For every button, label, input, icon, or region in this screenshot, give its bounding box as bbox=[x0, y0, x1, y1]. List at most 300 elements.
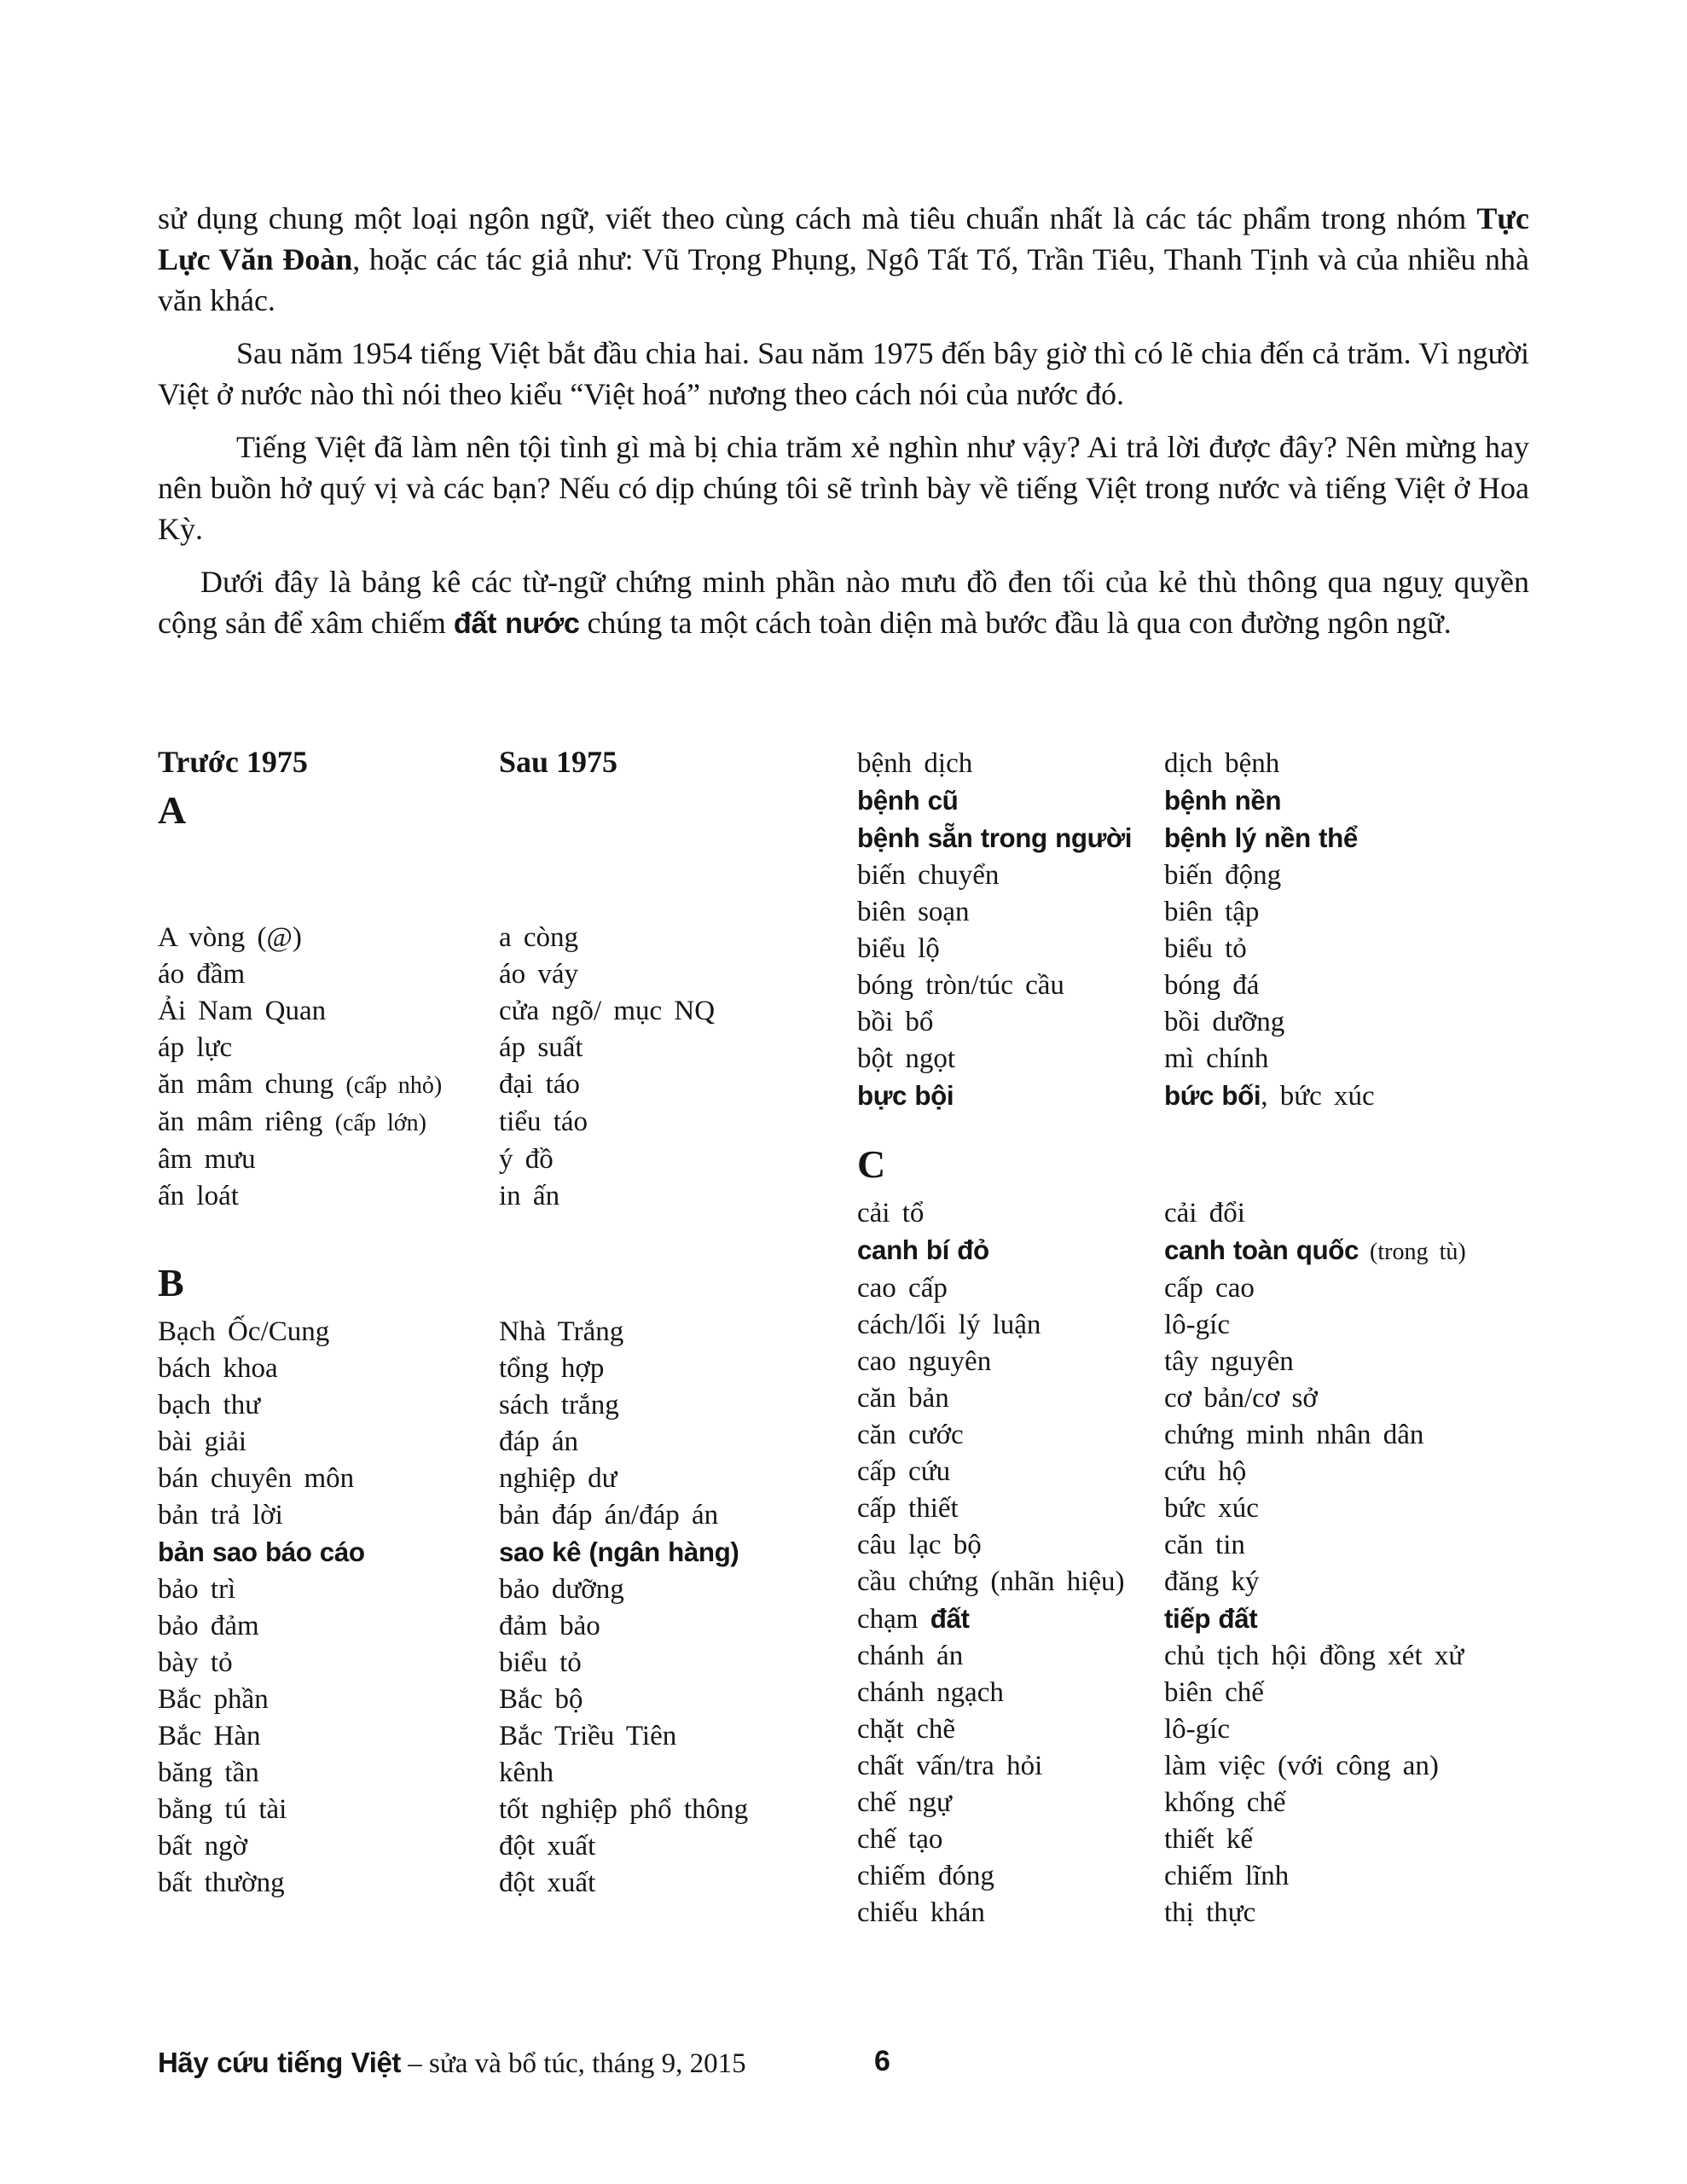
term-after-1975 bbox=[499, 1314, 623, 1350]
text-segment: cách/lối lý luận bbox=[857, 1310, 1041, 1340]
highlighted-term-segment: bệnh cũ bbox=[857, 786, 959, 816]
term-before-1975 bbox=[158, 1718, 499, 1755]
column-headers bbox=[158, 741, 857, 783]
glossary-row bbox=[857, 1454, 1591, 1490]
term-before-1975 bbox=[158, 1178, 499, 1215]
term-after-1975 bbox=[499, 1682, 583, 1718]
term-after-1975 bbox=[1164, 746, 1279, 782]
term-after-1975 bbox=[499, 1104, 588, 1141]
glossary-row bbox=[857, 1417, 1591, 1454]
text-segment: chủ tịch hội đồng xét xử bbox=[1164, 1641, 1464, 1671]
glossary-row bbox=[857, 782, 1591, 820]
term-after-1975 bbox=[1164, 1600, 1257, 1638]
text-segment: tốt nghiệp phổ thông bbox=[499, 1794, 749, 1825]
glossary-row bbox=[857, 1600, 1591, 1638]
term-after-1975 bbox=[1164, 1638, 1464, 1675]
term-before-1975 bbox=[857, 967, 1164, 1004]
section-a-rows bbox=[158, 920, 857, 1215]
text-segment: Bắc Triều Tiên bbox=[499, 1721, 677, 1751]
glossary-row bbox=[857, 1527, 1591, 1564]
term-before-1975 bbox=[857, 1380, 1164, 1417]
text-segment: bách khoa bbox=[158, 1353, 278, 1384]
text-segment: kênh bbox=[499, 1757, 554, 1788]
text-segment: căn cước bbox=[857, 1420, 964, 1450]
highlighted-term-segment: canh toàn quốc bbox=[1164, 1235, 1359, 1265]
term-before-1975 bbox=[857, 1417, 1164, 1454]
glossary-row bbox=[857, 1004, 1591, 1041]
term-before-1975 bbox=[158, 1682, 499, 1718]
text-segment: áp suất bbox=[499, 1032, 583, 1063]
column-header-before-1975: Trước 1975 bbox=[158, 745, 308, 779]
column-header-after-1975: Sau 1975 bbox=[499, 745, 618, 779]
text-segment: Nhà Trắng bbox=[499, 1316, 624, 1347]
highlighted-term-segment: bệnh lý nền thể bbox=[1164, 823, 1358, 853]
term-before-1975 bbox=[857, 782, 1164, 820]
text-segment: ý đồ bbox=[499, 1144, 554, 1175]
term-after-1975 bbox=[499, 993, 715, 1030]
text-segment: bóng đá bbox=[1164, 970, 1260, 1001]
highlighted-term-segment: đất bbox=[930, 1604, 970, 1634]
term-before-1975 bbox=[158, 1865, 499, 1902]
term-before-1975 bbox=[158, 1461, 499, 1497]
intro-paragraphs bbox=[158, 198, 1529, 656]
text-segment: chánh án bbox=[857, 1641, 964, 1671]
glossary-left-column bbox=[158, 741, 857, 1931]
term-after-1975 bbox=[1164, 782, 1281, 820]
glossary-row bbox=[857, 1675, 1591, 1711]
highlighted-term-segment: bức bối bbox=[1164, 1081, 1261, 1111]
glossary-row bbox=[857, 1344, 1591, 1380]
term-after-1975 bbox=[1164, 1748, 1439, 1785]
term-before-1975 bbox=[158, 1030, 499, 1066]
glossary-row bbox=[158, 1534, 857, 1571]
text-segment: bán chuyên môn bbox=[158, 1463, 355, 1494]
text-segment: chúng ta một cách toàn diện mà bước đầu là qua con đường ngôn ngữ. bbox=[579, 606, 1452, 640]
term-after-1975 bbox=[1164, 1195, 1245, 1232]
term-before-1975 bbox=[857, 1077, 1164, 1115]
term-after-1975 bbox=[1164, 1041, 1268, 1077]
term-after-1975 bbox=[1164, 1858, 1289, 1895]
term-before-1975 bbox=[158, 1534, 499, 1571]
text-segment: sử dụng chung một loại ngôn ngữ, viết theo cùng cách mà tiêu chuẩn nhất là các tác phẩm trong nhóm bbox=[158, 201, 1477, 235]
glossary-row bbox=[857, 967, 1591, 1004]
text-segment: bày tỏ bbox=[158, 1647, 233, 1678]
term-before-1975 bbox=[158, 1066, 499, 1104]
highlighted-term-segment: đất nước bbox=[453, 607, 580, 640]
term-before-1975 bbox=[857, 1748, 1164, 1785]
text-segment: căn bản bbox=[857, 1383, 949, 1414]
term-after-1975 bbox=[1164, 1380, 1318, 1417]
term-after-1975 bbox=[499, 920, 578, 956]
glossary-row bbox=[158, 1865, 857, 1902]
text-segment: dịch bệnh bbox=[1164, 748, 1280, 779]
text-segment: Sau năm 1954 tiếng Việt bắt đầu chia hai. Sau năm 1975 đến bây giờ thì có lẽ chia đến cả trăm. Vì người Việt ở nước nào thì nói theo kiểu “Việt hoá” nương theo cách nói của nước đó. bbox=[158, 336, 1529, 411]
term-after-1975 bbox=[499, 1141, 554, 1178]
text-segment: (trong tù) bbox=[1359, 1239, 1466, 1265]
text-segment: biểu tỏ bbox=[499, 1647, 582, 1678]
glossary-row bbox=[857, 1077, 1591, 1115]
text-segment: in ấn bbox=[499, 1181, 560, 1211]
term-after-1975 bbox=[499, 1424, 578, 1461]
glossary-row bbox=[158, 1645, 857, 1682]
glossary-row bbox=[857, 1748, 1591, 1785]
text-segment: a còng bbox=[499, 922, 579, 953]
text-segment: bức xúc bbox=[1164, 1493, 1259, 1524]
term-before-1975 bbox=[857, 1821, 1164, 1858]
text-segment: câu lạc bộ bbox=[857, 1530, 982, 1560]
glossary-row bbox=[857, 1638, 1591, 1675]
text-segment: chiếm lĩnh bbox=[1164, 1861, 1290, 1891]
text-segment: chế ngự bbox=[857, 1787, 952, 1818]
glossary-row bbox=[857, 931, 1591, 967]
term-before-1975 bbox=[857, 1527, 1164, 1564]
text-segment: thị thực bbox=[1164, 1897, 1256, 1928]
text-segment: cửa ngõ/ mục NQ bbox=[499, 996, 716, 1026]
text-segment: biên chế bbox=[1164, 1677, 1264, 1708]
term-before-1975 bbox=[857, 820, 1164, 857]
text-segment: ăn mâm chung bbox=[158, 1069, 346, 1100]
term-before-1975 bbox=[857, 1711, 1164, 1748]
text-segment: bồi dưỡng bbox=[1164, 1007, 1285, 1037]
term-before-1975 bbox=[857, 857, 1164, 894]
text-segment: cải đổi bbox=[1164, 1198, 1245, 1228]
term-before-1975 bbox=[158, 1608, 499, 1645]
text-segment: bột ngọt bbox=[857, 1043, 956, 1074]
glossary-row bbox=[857, 1380, 1591, 1417]
text-segment: biên soạn bbox=[857, 897, 970, 927]
text-segment: Bạch Ốc/Cung bbox=[158, 1316, 330, 1347]
term-after-1975 bbox=[1164, 1344, 1294, 1380]
text-segment: ấn loát bbox=[158, 1181, 239, 1211]
glossary-row bbox=[857, 1041, 1591, 1077]
glossary-row bbox=[857, 1232, 1591, 1270]
term-after-1975 bbox=[1164, 1004, 1284, 1041]
term-before-1975 bbox=[857, 931, 1164, 967]
term-after-1975 bbox=[1164, 820, 1358, 857]
glossary-row bbox=[158, 1350, 857, 1387]
highlighted-term-segment: tiếp đất bbox=[1164, 1604, 1258, 1634]
glossary-row bbox=[857, 1785, 1591, 1821]
term-after-1975 bbox=[1164, 1564, 1259, 1600]
glossary-row bbox=[857, 1858, 1591, 1895]
text-segment: , hoặc các tác giả như: Vũ Trọng Phụng, Ngô Tất Tố, Trần Tiêu, Thanh Tịnh và của nhiều nhà văn khác. bbox=[158, 242, 1529, 317]
text-segment: biểu lộ bbox=[857, 933, 940, 964]
glossary-row bbox=[857, 894, 1591, 931]
term-before-1975 bbox=[158, 1828, 499, 1865]
term-before-1975 bbox=[857, 1895, 1164, 1931]
term-after-1975 bbox=[1164, 857, 1281, 894]
section-b-rows bbox=[158, 1314, 857, 1902]
term-after-1975 bbox=[1164, 1675, 1264, 1711]
term-after-1975 bbox=[1164, 1232, 1466, 1270]
text-segment: cứu hộ bbox=[1164, 1456, 1247, 1487]
section-b-continued-rows bbox=[857, 746, 1591, 1115]
glossary-row bbox=[158, 1424, 857, 1461]
text-segment: băng tần bbox=[158, 1757, 259, 1788]
text-segment: Ải Nam Quan bbox=[158, 996, 327, 1026]
text-segment: đột xuất bbox=[499, 1867, 596, 1898]
text-segment: bảo đảm bbox=[158, 1611, 259, 1641]
text-segment: (cấp nhỏ) bbox=[345, 1072, 443, 1099]
text-segment: Bắc Hàn bbox=[158, 1721, 261, 1751]
text-segment: bệnh dịch bbox=[857, 748, 973, 779]
text-segment: tổng hợp bbox=[499, 1353, 605, 1384]
text-segment: bảo trì bbox=[158, 1574, 236, 1605]
term-before-1975 bbox=[857, 1195, 1164, 1232]
text-segment: chạm bbox=[857, 1604, 930, 1635]
text-segment: sách trắng bbox=[499, 1390, 619, 1420]
glossary-row bbox=[158, 1828, 857, 1865]
text-segment: cải tổ bbox=[857, 1198, 925, 1228]
term-before-1975 bbox=[857, 1675, 1164, 1711]
paragraph-2 bbox=[158, 333, 1529, 415]
term-after-1975 bbox=[1164, 967, 1259, 1004]
glossary-row bbox=[158, 1792, 857, 1828]
term-before-1975 bbox=[158, 1645, 499, 1682]
glossary-row bbox=[158, 1387, 857, 1424]
text-segment: (cấp lớn) bbox=[334, 1110, 426, 1136]
text-segment: A vòng (@) bbox=[158, 922, 302, 953]
term-after-1975 bbox=[499, 1030, 583, 1066]
section-a-gap bbox=[158, 834, 857, 920]
term-after-1975 bbox=[499, 1534, 739, 1571]
term-after-1975 bbox=[1164, 1307, 1230, 1344]
glossary-row bbox=[857, 1564, 1591, 1600]
glossary-row bbox=[158, 1571, 857, 1608]
text-segment: làm việc (với công an) bbox=[1164, 1751, 1439, 1781]
term-before-1975 bbox=[857, 1232, 1164, 1270]
glossary-row bbox=[857, 1307, 1591, 1344]
text-segment: lô-gíc bbox=[1164, 1310, 1230, 1340]
term-after-1975 bbox=[499, 1178, 559, 1215]
text-segment: đảm bảo bbox=[499, 1611, 600, 1641]
glossary-row bbox=[857, 1895, 1591, 1931]
text-segment: biến động bbox=[1164, 860, 1282, 891]
text-segment: bảo dưỡng bbox=[499, 1574, 624, 1605]
text-segment: chứng minh nhân dân bbox=[1164, 1420, 1424, 1450]
text-segment: cấp thiết bbox=[857, 1493, 959, 1524]
text-segment: biên tập bbox=[1164, 897, 1260, 927]
text-segment: đăng ký bbox=[1164, 1566, 1260, 1597]
term-before-1975 bbox=[857, 1307, 1164, 1344]
text-segment: cấp cứu bbox=[857, 1456, 951, 1487]
glossary-row bbox=[158, 1030, 857, 1066]
text-segment: Dưới đây là bảng kê các từ-ngữ chứng minh phần nào mưu đồ đen tối của kẻ thù thông qua nguỵ quyền cộng sản để xâm chiếm bbox=[158, 565, 1529, 640]
section-letter-c: C bbox=[857, 1142, 886, 1186]
text-segment: bồi bổ bbox=[857, 1007, 934, 1037]
term-after-1975 bbox=[499, 1718, 676, 1755]
text-segment: cầu chứng (nhãn hiệu) bbox=[857, 1566, 1125, 1597]
term-after-1975 bbox=[499, 1828, 595, 1865]
text-segment: lô-gíc bbox=[1164, 1714, 1230, 1745]
paragraph-4 bbox=[158, 561, 1529, 644]
term-before-1975 bbox=[158, 1755, 499, 1792]
glossary-row bbox=[158, 1608, 857, 1645]
term-before-1975 bbox=[158, 1141, 499, 1178]
highlighted-term-segment: canh bí đỏ bbox=[857, 1235, 989, 1265]
text-segment: tây nguyên bbox=[1164, 1346, 1294, 1377]
section-letter-b: B bbox=[158, 1261, 184, 1304]
text-segment: bất ngờ bbox=[158, 1831, 248, 1862]
footer-subtitle: – sửa và bổ túc, tháng 9, 2015 bbox=[401, 2048, 746, 2079]
term-before-1975 bbox=[857, 1638, 1164, 1675]
text-segment: chánh ngạch bbox=[857, 1677, 1004, 1708]
text-segment: bất thường bbox=[158, 1867, 285, 1898]
glossary-row bbox=[158, 1461, 857, 1497]
term-after-1975 bbox=[1164, 1417, 1423, 1454]
glossary-row bbox=[158, 1314, 857, 1350]
text-segment: chất vấn/tra hỏi bbox=[857, 1751, 1043, 1781]
term-before-1975 bbox=[857, 1270, 1164, 1307]
text-segment: đáp án bbox=[499, 1426, 579, 1457]
highlighted-term-segment: sao kê (ngân hàng) bbox=[499, 1537, 739, 1567]
glossary-row bbox=[857, 1490, 1591, 1527]
term-before-1975 bbox=[158, 1387, 499, 1424]
term-after-1975 bbox=[1164, 1490, 1259, 1527]
term-before-1975 bbox=[857, 1785, 1164, 1821]
text-segment: áo váy bbox=[499, 959, 579, 990]
highlighted-term-segment: bệnh nền bbox=[1164, 786, 1282, 816]
glossary-row bbox=[158, 1066, 857, 1104]
section-letter-a: A bbox=[158, 788, 187, 832]
term-before-1975 bbox=[857, 894, 1164, 931]
term-after-1975 bbox=[1164, 1895, 1255, 1931]
term-after-1975 bbox=[1164, 1711, 1230, 1748]
text-segment: chặt chẽ bbox=[857, 1714, 956, 1745]
glossary-row bbox=[857, 857, 1591, 894]
term-before-1975 bbox=[857, 746, 1164, 782]
paragraph-3 bbox=[158, 427, 1529, 549]
text-segment: Bắc phần bbox=[158, 1684, 269, 1715]
term-after-1975 bbox=[499, 1608, 600, 1645]
text-segment: Tực Lực Văn Đoàn bbox=[158, 201, 1529, 276]
term-before-1975 bbox=[857, 1858, 1164, 1895]
text-segment: , bức xúc bbox=[1261, 1081, 1375, 1112]
glossary-row bbox=[158, 1141, 857, 1178]
term-before-1975 bbox=[158, 1104, 499, 1141]
text-segment: cao cấp bbox=[857, 1273, 948, 1304]
text-segment: Tiếng Việt đã làm nên tội tình gì mà bị chia trăm xẻ nghìn như vậy? Ai trả lời được đây? Nên mừng hay nên buồn hở quý vị và các bạn? Nếu có dịp chúng tôi sẽ trình bày về tiếng Việt trong nước và tiếng Việt ở Hoa Kỳ. bbox=[158, 430, 1529, 546]
glossary-row bbox=[857, 1195, 1591, 1232]
term-after-1975 bbox=[1164, 894, 1259, 931]
term-before-1975 bbox=[857, 1454, 1164, 1490]
text-segment: cấp cao bbox=[1164, 1273, 1255, 1304]
glossary-row bbox=[857, 1270, 1591, 1307]
text-segment: biểu tỏ bbox=[1164, 933, 1247, 964]
text-segment: đại táo bbox=[499, 1069, 580, 1100]
term-after-1975 bbox=[499, 1387, 619, 1424]
term-before-1975 bbox=[158, 1497, 499, 1534]
term-before-1975 bbox=[158, 1350, 499, 1387]
text-segment: chiếu khán bbox=[857, 1897, 985, 1928]
text-segment: nghiệp dư bbox=[499, 1463, 617, 1494]
term-after-1975 bbox=[499, 1461, 617, 1497]
term-after-1975 bbox=[499, 1792, 748, 1828]
text-segment: Bắc bộ bbox=[499, 1684, 583, 1715]
text-segment: áp lực bbox=[158, 1032, 233, 1063]
glossary-row bbox=[857, 1711, 1591, 1748]
paragraph-1 bbox=[158, 198, 1529, 321]
glossary-row bbox=[158, 1718, 857, 1755]
text-segment: cơ bản/cơ sở bbox=[1164, 1383, 1318, 1414]
term-after-1975 bbox=[499, 1645, 582, 1682]
text-segment: bóng tròn/túc cầu bbox=[857, 970, 1064, 1001]
text-segment: tiểu táo bbox=[499, 1107, 588, 1137]
term-before-1975 bbox=[857, 1004, 1164, 1041]
term-before-1975 bbox=[857, 1041, 1164, 1077]
glossary-row bbox=[158, 920, 857, 956]
term-after-1975 bbox=[499, 956, 578, 993]
text-segment: cao nguyên bbox=[857, 1346, 992, 1377]
glossary-row bbox=[158, 1104, 857, 1141]
text-segment: thiết kế bbox=[1164, 1824, 1254, 1855]
page-footer bbox=[158, 2044, 1529, 2082]
text-segment: mì chính bbox=[1164, 1043, 1269, 1074]
text-segment: căn tin bbox=[1164, 1530, 1245, 1560]
term-before-1975 bbox=[158, 1424, 499, 1461]
glossary-row bbox=[857, 1821, 1591, 1858]
term-before-1975 bbox=[158, 956, 499, 993]
term-after-1975 bbox=[1164, 1785, 1286, 1821]
text-segment: âm mưu bbox=[158, 1144, 256, 1175]
term-after-1975 bbox=[1164, 1821, 1253, 1858]
glossary-row bbox=[857, 820, 1591, 857]
text-segment: ăn mâm riêng bbox=[158, 1107, 335, 1137]
term-before-1975 bbox=[857, 1344, 1164, 1380]
glossary-row bbox=[158, 956, 857, 993]
term-after-1975 bbox=[1164, 1077, 1375, 1115]
text-segment: đột xuất bbox=[499, 1831, 596, 1862]
term-before-1975 bbox=[158, 993, 499, 1030]
term-after-1975 bbox=[1164, 1527, 1245, 1564]
text-segment: áo đầm bbox=[158, 959, 246, 990]
term-before-1975 bbox=[857, 1564, 1164, 1600]
highlighted-term-segment: bực bội bbox=[857, 1081, 954, 1111]
text-segment: chiếm đóng bbox=[857, 1861, 994, 1891]
text-segment: bài giải bbox=[158, 1426, 247, 1457]
text-segment: bản đáp án/đáp án bbox=[499, 1500, 719, 1531]
text-segment: biến chuyển bbox=[857, 860, 1000, 891]
text-segment: bản trả lời bbox=[158, 1500, 283, 1531]
footer-book-title: Hãy cứu tiếng Việt bbox=[158, 2047, 402, 2078]
text-segment: bằng tú tài bbox=[158, 1794, 287, 1825]
text-segment: chế tạo bbox=[857, 1824, 943, 1855]
glossary-row bbox=[857, 746, 1591, 782]
highlighted-term-segment: bệnh sẵn trong người bbox=[857, 823, 1133, 853]
term-before-1975 bbox=[857, 1600, 1164, 1638]
glossary-row bbox=[158, 1755, 857, 1792]
term-after-1975 bbox=[499, 1350, 604, 1387]
term-before-1975 bbox=[158, 1792, 499, 1828]
glossary-row bbox=[158, 993, 857, 1030]
glossary-table bbox=[158, 741, 1591, 1931]
term-before-1975 bbox=[158, 1571, 499, 1608]
term-after-1975 bbox=[499, 1755, 554, 1792]
term-after-1975 bbox=[1164, 1270, 1255, 1307]
text-segment: bạch thư bbox=[158, 1390, 261, 1420]
section-c-rows bbox=[857, 1195, 1591, 1931]
term-after-1975 bbox=[499, 1066, 580, 1104]
highlighted-term-segment: bản sao báo cáo bbox=[158, 1537, 365, 1567]
term-after-1975 bbox=[1164, 931, 1247, 967]
glossary-row bbox=[158, 1178, 857, 1215]
term-after-1975 bbox=[1164, 1454, 1246, 1490]
term-after-1975 bbox=[499, 1497, 718, 1534]
text-segment: khống chế bbox=[1164, 1787, 1286, 1818]
page-number: 6 bbox=[874, 2045, 890, 2077]
glossary-right-column bbox=[857, 741, 1591, 1931]
glossary-row bbox=[158, 1497, 857, 1534]
